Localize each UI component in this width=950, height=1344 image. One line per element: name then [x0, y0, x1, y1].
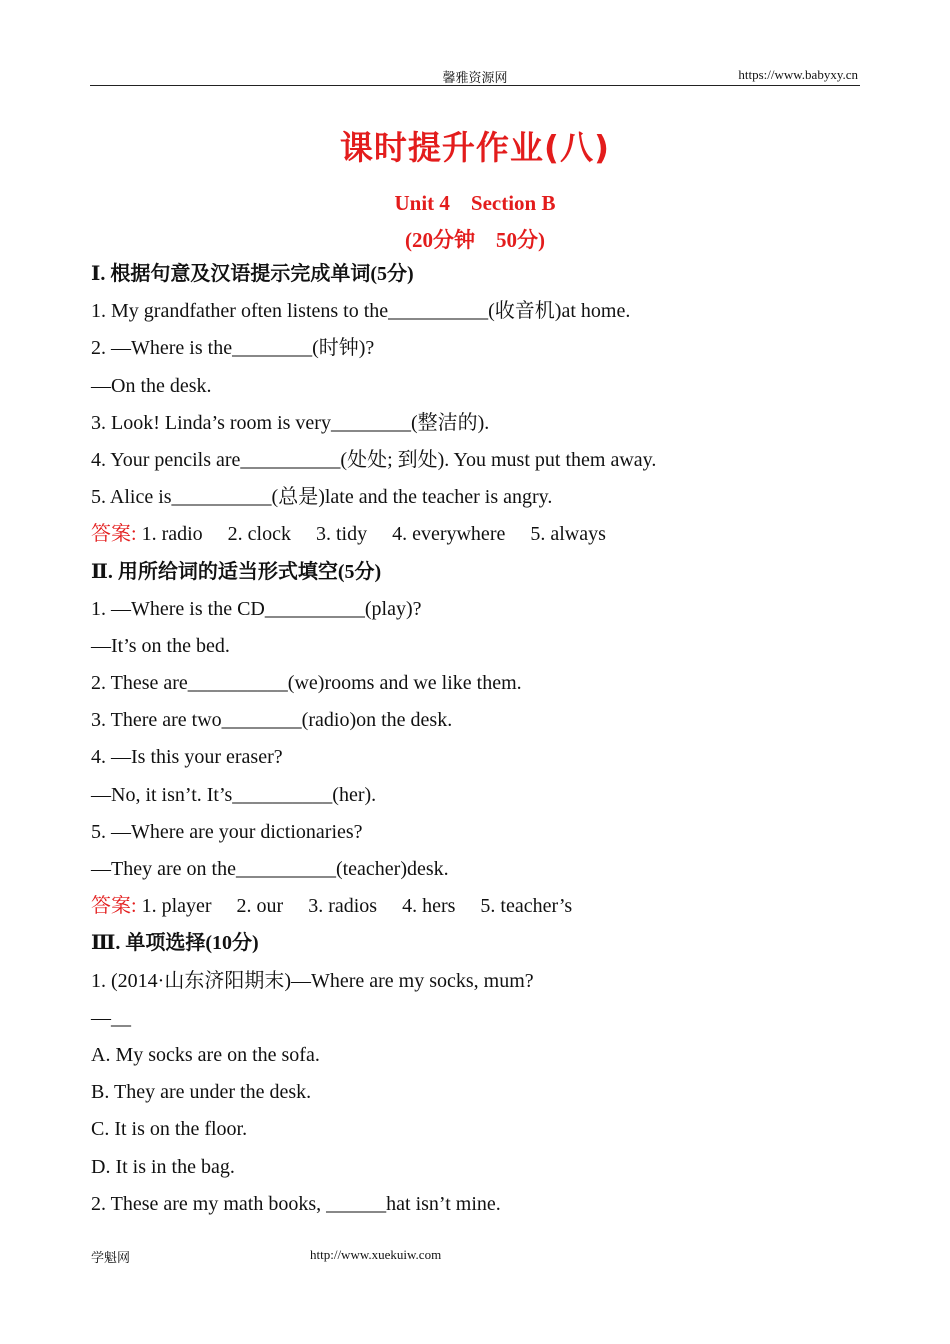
section-2-line: 4. —Is this your eraser?: [91, 746, 283, 769]
section-3-heading: Ⅲ. 单项选择(10分): [91, 932, 259, 955]
answer-label: 答案:: [91, 895, 137, 918]
section-2-heading: Ⅱ. 用所给词的适当形式填空(5分): [91, 560, 382, 583]
section-3-line: B. They are under the desk.: [91, 1081, 312, 1104]
answer-text: 1. radio 2. clock 3. tidy 4. everywhere 5. always: [136, 523, 606, 546]
section-1-line: 2. —Where is the________(时钟)?: [91, 337, 375, 360]
section-2-line: 2. These are__________(we)rooms and we like them.: [91, 672, 522, 695]
section-2-line: 1. —Where is the CD__________(play)?: [91, 597, 422, 620]
section-2-answer: [91, 888, 881, 925]
section-1-line: 1. My grandfather often listens to the__________(收音机)at home.: [91, 300, 631, 323]
section-1-heading: Ⅰ. 根据句意及汉语提示完成单词(5分): [91, 263, 414, 285]
section-2-line: 3. There are two________(radio)on the desk.: [91, 709, 453, 732]
page-title: 课时提升作业(八): [339, 128, 611, 167]
answer-text: 1. player 2. our 3. radios 4. hers 5. teacher’s: [136, 895, 573, 918]
time-score-subtitle: (20分钟 50分): [405, 228, 545, 252]
section-2-line: 5. —Where are your dictionaries?: [91, 820, 363, 843]
footer-site-name: 学魁网: [91, 1250, 131, 1265]
section-2-line: —They are on the__________(teacher)desk.: [91, 858, 449, 880]
section-3-line: D. It is in the bag.: [91, 1155, 235, 1178]
section-2-line: —No, it isn’t. It’s__________(her).: [91, 783, 377, 806]
section-1-line: —On the desk.: [91, 374, 212, 397]
section-1-line: 5. Alice is__________(总是)late and the teacher is angry.: [91, 486, 553, 509]
header-site-name: 馨雅资源网: [442, 70, 508, 85]
section-1-line: 3. Look! Linda’s room is very________(整洁的).: [91, 411, 490, 434]
unit-section-subtitle: Unit 4 Section B: [394, 191, 556, 215]
section-3-line: 2. These are my math books, ______hat isn’t mine.: [91, 1192, 501, 1215]
header-divider: [90, 85, 860, 86]
header-site-url[interactable]: https://www.babyxy.cn: [738, 67, 858, 82]
section-3-line: C. It is on the floor.: [91, 1118, 248, 1141]
section-2-line: —It’s on the bed.: [91, 634, 230, 657]
exercise-body: [91, 256, 881, 1223]
section-3-line: —__: [91, 1006, 131, 1029]
section-3-line: A. My socks are on the sofa.: [91, 1043, 320, 1066]
section-1-line: 4. Your pencils are__________(处处; 到处). You must put them away.: [91, 448, 657, 471]
section-1-answer: [91, 516, 881, 553]
answer-label: 答案:: [91, 523, 137, 546]
footer-site-url[interactable]: http://www.xuekuiw.com: [310, 1247, 442, 1262]
section-3-line: 1. (2014·山东济阳期末)—Where are my socks, mum?: [91, 969, 534, 992]
